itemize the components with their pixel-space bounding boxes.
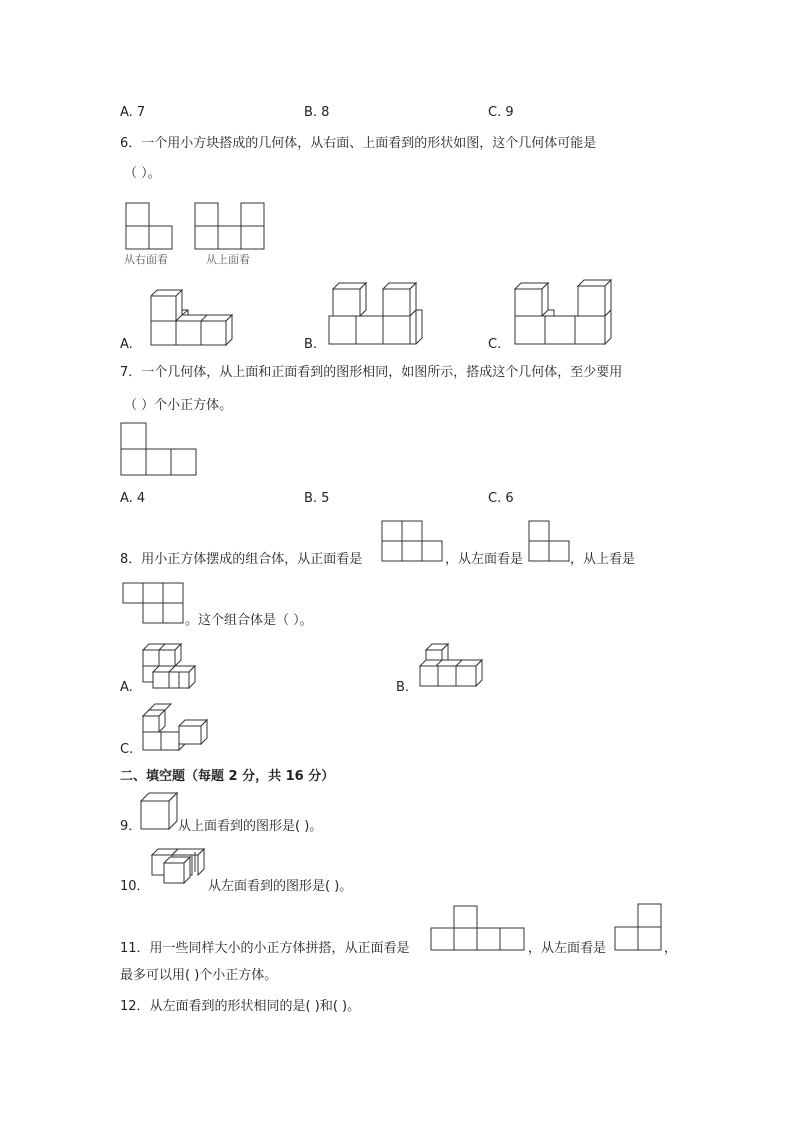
- q11-front-view-figure: [430, 905, 526, 951]
- q7-view-figure: [120, 422, 198, 476]
- q8-option-a: A.: [120, 680, 133, 695]
- q11-left-view-figure: [614, 903, 664, 951]
- q8-option-b-figure: [418, 642, 486, 692]
- section-2-title: 二、填空题（每题 2 分，共 16 分）: [120, 769, 335, 784]
- q11-question-part3: ，: [664, 941, 678, 956]
- q8-front-view-figure: [381, 520, 443, 562]
- q11-question-part4: 最多可以用( )个小正方体。: [120, 968, 278, 983]
- q10-question: 从左面看到的图形是( )。: [208, 879, 353, 894]
- q12-question: 12．从左面看到的形状相同的是( )和( )。: [120, 999, 361, 1014]
- q5-option-a: A. 7: [120, 105, 146, 120]
- q6-caption-right: 从右面看: [124, 253, 168, 266]
- q8-left-view-figure: [528, 520, 570, 562]
- q11-question-part1: 11．用一些同样大小的小正方体拼搭，从正面看是: [120, 941, 410, 956]
- q5-option-c: C. 9: [488, 105, 514, 120]
- q6-option-c: C.: [488, 337, 502, 352]
- q5-option-b: B. 8: [304, 105, 330, 120]
- q6-option-c-figure: [512, 280, 616, 348]
- q8-question-part4: 。这个组合体是（ ）。: [185, 613, 313, 628]
- q7-question: 7．一个几何体，从上面和正面看到的图形相同，如图所示，搭成这个几何体，至少要用: [120, 365, 623, 380]
- q7-option-b: B. 5: [304, 491, 330, 506]
- q7-option-a: A. 4: [120, 491, 146, 506]
- q8-option-c-figure: [142, 704, 210, 754]
- q8-option-a-figure: [142, 642, 202, 692]
- q11-question-part2: ，从左面看是: [528, 941, 607, 956]
- q10-number: 10．: [120, 879, 150, 894]
- q6-option-a: A.: [120, 337, 133, 352]
- q7-blank: （ ）个小正方体。: [124, 398, 233, 413]
- q8-option-c: C.: [120, 742, 134, 757]
- q8-top-view-figure: [122, 582, 184, 624]
- q8-question-part3: ，从上看是: [570, 552, 636, 567]
- q8-question-part2: ，从左面看是: [445, 552, 524, 567]
- q6-question: 6．一个用小方块搭成的几何体，从右面、上面看到的形状如图，这个几何体可能是: [120, 136, 597, 151]
- q6-top-view-figure: [194, 202, 266, 250]
- q6-option-b: B.: [304, 337, 318, 352]
- q9-number: 9．: [120, 819, 142, 834]
- q9-cube-figure: [140, 792, 180, 832]
- q8-question-part1: 8．用小正方体摆成的组合体，从正面看是: [120, 552, 363, 567]
- q6-blank: （ ）。: [124, 166, 161, 181]
- q6-option-b-figure: [328, 282, 428, 348]
- q8-option-b: B.: [396, 680, 410, 695]
- q7-option-c: C. 6: [488, 491, 514, 506]
- q6-caption-top: 从上面看: [206, 253, 250, 266]
- q10-cubes-figure: [150, 845, 210, 887]
- q9-question: 从上面看到的图形是( )。: [178, 819, 323, 834]
- q6-right-view-figure: [125, 202, 175, 250]
- q6-option-a-figure: [148, 288, 244, 348]
